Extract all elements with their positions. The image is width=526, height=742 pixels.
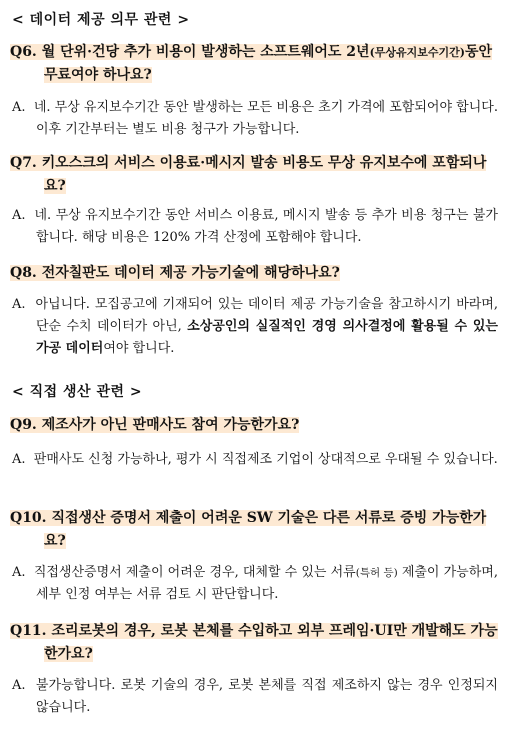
question-number: Q6.: [10, 44, 37, 60]
question-number: Q8.: [10, 265, 37, 281]
question-text-rest: 동안 무료여야 하나요?: [44, 44, 493, 83]
question-number: Q7.: [10, 155, 37, 171]
question-text: 조리로봇의 경우, 로봇 본체를 수입하고 외부 프레임·UI만 개발해도 가능한가요?: [44, 623, 498, 662]
answer-text-end: 제출이 가능하며, 세부 인정 여부는 서류 검토 시 판단합니다.: [36, 565, 498, 602]
question-q8: [10, 262, 506, 285]
answer-prefix: A.: [12, 100, 26, 115]
question-note: (무상유지보수기간): [369, 46, 465, 59]
answer-prefix: A.: [12, 565, 26, 580]
answer-text: 판매사도 신청 가능하나, 평가 시 직접제조 기업이 상대적으로 우대될 수 있습니다.: [33, 452, 498, 467]
answer-q10: [12, 562, 498, 606]
answer-text: 네. 무상 유지보수기간 동안 발생하는 모든 비용은 초기 가격에 포함되어야 합니다. 이후 기간부터는 별도 비용 청구가 가능합니다.: [33, 100, 498, 137]
question-q6: [10, 41, 506, 87]
question-q11: [10, 620, 506, 666]
answer-emphasis: 소상공인의 실질적인 경영 의사결정에 활용될 수 있는 가공 데이터: [36, 319, 498, 356]
question-number: Q9.: [10, 417, 37, 433]
answer-q9: [12, 449, 498, 471]
question-q7: [10, 152, 506, 198]
answer-text: 네. 무상 유지보수기간 동안 서비스 이용료, 메시지 발송 등 추가 비용 청구는 불가합니다. 해당 비용은 120% 가격 산정에 포함해야 합니다.: [34, 208, 498, 245]
question-text: 제조사가 아닌 판매사도 참여 가능한가요?: [41, 417, 300, 433]
answer-prefix: A.: [12, 297, 26, 312]
question-number: Q10.: [10, 510, 47, 526]
answer-q8: [12, 294, 498, 360]
answer-q6: [12, 97, 498, 141]
answer-prefix: A.: [12, 208, 26, 223]
answer-note: (특허 등): [355, 567, 398, 579]
answer-prefix: A.: [12, 678, 26, 693]
question-text: 직접생산 증명서 제출이 어려운 SW 기술은 다른 서류로 증빙 가능한가요?: [44, 510, 487, 549]
answer-q7: [12, 205, 498, 249]
question-q10: [10, 507, 506, 553]
question-text: 전자칠판도 데이터 제공 가능기술에 해당하나요?: [41, 265, 340, 281]
answer-text: 불가능합니다. 로봇 기술의 경우, 로봇 본체를 직접 제조하지 않는 경우 인정되지 않습니다.: [35, 678, 498, 715]
answer-prefix: A.: [12, 452, 26, 467]
question-text: 월 단위·건당 추가 비용이 발생하는 소프트웨어도 2년: [41, 44, 370, 60]
question-q9: [10, 414, 506, 437]
question-text: 키오스크의 서비스 이용료·메시지 발송 비용도 무상 유지보수에 포함되나요?: [41, 155, 487, 194]
section-title-data: < 데이터 제공 의무 관련 >: [12, 12, 190, 28]
answer-text: 아닙니다. 모집공고에 기재되어 있는 데이터 제공 가능기술을 참고하시기 바라며, 단순 수치 데이터가 아닌,: [35, 297, 499, 334]
answer-text-end: 여야 합니다.: [103, 341, 175, 356]
answer-q11: [12, 675, 498, 719]
question-number: Q11.: [10, 623, 47, 639]
section-title-direct: < 직접 생산 관련 >: [12, 384, 143, 400]
answer-text: 직접생산증명서 제출이 어려운 경우, 대체할 수 있는 서류: [33, 565, 356, 580]
